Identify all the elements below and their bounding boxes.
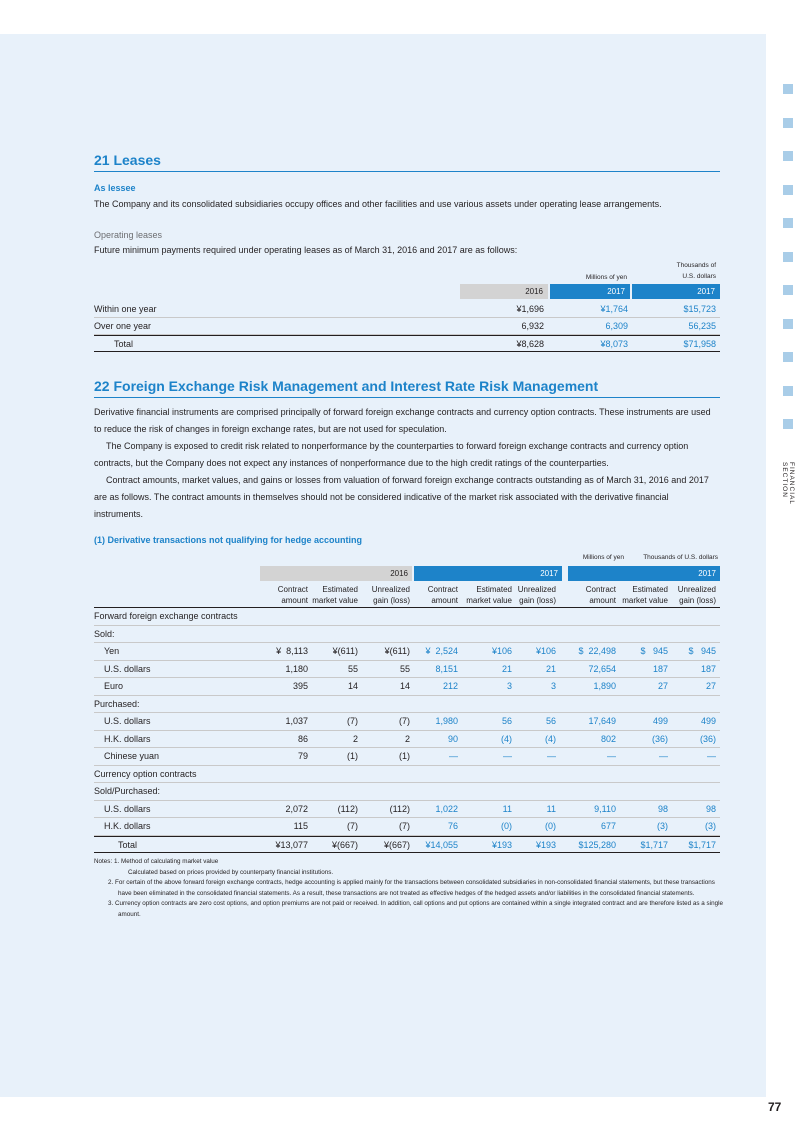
row-label: U.S. dollars [104, 803, 151, 814]
row-value: 3 [550, 681, 556, 691]
row-value: (4) [545, 733, 556, 744]
row-value: 11 [502, 803, 512, 814]
table-row [94, 731, 720, 749]
row-label: H.K. dollars [104, 821, 151, 831]
row-value: (3) [657, 821, 668, 831]
row-value: 677 [600, 821, 616, 831]
table-row [94, 661, 720, 679]
unit-yen: Millions of yen [585, 274, 627, 281]
operating-leases-text: Future minimum payments required under operating leases as of March 31, 2016 and 2017 are as follows: [94, 245, 518, 255]
row-value: ¥ 2,524 [425, 646, 458, 656]
row-value: 21 [545, 663, 556, 674]
row-label: Sold/Purchased: [94, 786, 161, 796]
table-row [94, 818, 720, 836]
note-3: 3. Currency option contracts are zero cost options, and option premiums are not paid or received. In addition, call options and put options are contained within a single integrated contract and are therefore listed as a single amount. [108, 900, 724, 918]
row-value: — [503, 751, 512, 761]
row-label: Sold: [94, 628, 115, 639]
row-value: — [607, 751, 616, 761]
row-value: 9,110 [594, 803, 616, 814]
row-label: Currency option contracts [94, 768, 197, 779]
notes [94, 857, 724, 920]
row-value: 2,072 [285, 803, 308, 814]
operating-leases-heading: Operating leases [94, 230, 163, 240]
col-contract-amount-2017: Contract amount [427, 585, 458, 605]
row-value: 27 [705, 681, 716, 691]
row-value: 98 [705, 803, 716, 814]
deco-square [783, 151, 793, 161]
side-section-label: FINANCIAL SECTION [781, 462, 795, 505]
year-2017-usd-header: 2017 [568, 566, 720, 581]
derivatives-subheading: (1) Derivative transactions not qualifying for hedge accounting [94, 535, 363, 545]
year-2016-header: 2016 [260, 566, 412, 581]
row-value: ¥106 [491, 646, 512, 656]
row-value: (36) [699, 733, 716, 744]
deco-square [783, 252, 793, 262]
row-value: 55 [399, 663, 410, 674]
row-value: 21 [501, 663, 512, 674]
row-value: (1) [399, 751, 410, 761]
col-market-value-2017: Estimated market value [466, 585, 512, 605]
row-value: (36) [651, 733, 668, 744]
row-label: Yen [104, 646, 120, 656]
row-value: $ 945 [688, 646, 716, 656]
row-value: — [547, 751, 556, 761]
table-row [94, 766, 720, 784]
row-value: ¥(611) [332, 646, 358, 656]
row-label: U.S. dollars [104, 663, 151, 674]
row-value: 90 [447, 733, 458, 744]
row-value: 27 [657, 681, 668, 691]
row-value: (1) [347, 751, 358, 761]
row-value: (0) [501, 821, 512, 831]
row-value: 1,180 [285, 663, 308, 674]
row-value: 72,654 [588, 663, 616, 674]
row-value: ¥(667) [383, 839, 410, 850]
table-row: Over one year 6,932 6,309 56,235 [94, 318, 720, 335]
row-value: 56 [501, 716, 512, 726]
col-market-value-2016: Estimated market value [312, 585, 358, 605]
row-value: $1,717 [640, 839, 668, 850]
deco-square [783, 84, 793, 94]
row-value: $ 22,498 [578, 646, 616, 656]
lessee-heading: As lessee [94, 183, 136, 193]
row-label: Purchased: [94, 698, 140, 709]
deco-square [783, 218, 793, 228]
row-label: Chinese yuan [104, 751, 160, 761]
table-row-total [94, 836, 720, 854]
row-value: 499 [700, 716, 716, 726]
row-value: 79 [297, 751, 308, 761]
row-value: — [707, 751, 716, 761]
row-value: 1,890 [593, 681, 616, 691]
row-value: 98 [657, 803, 668, 814]
side-squares [783, 84, 793, 453]
note-1-title: Notes: 1. Method of calculating market value [94, 858, 219, 865]
row-value: (4) [501, 733, 512, 744]
row-value: (112) [389, 803, 410, 814]
unit-usd-line2: U.S. dollars [682, 273, 716, 280]
table-row [94, 713, 720, 731]
row-value: (112) [337, 803, 358, 814]
table-row [94, 783, 720, 801]
row-value: 2 [352, 733, 358, 744]
lessee-text: The Company and its consolidated subsidiaries occupy offices and other facilities and use various assets under operating lease arrangements. [94, 199, 662, 209]
section-21-title: 21 Leases [94, 152, 720, 172]
row-value: 1,980 [435, 716, 458, 726]
year-2017-usd-header: 2017 [632, 284, 720, 299]
col-gain-loss-usd: Unrealized gain (loss) [677, 585, 716, 605]
note-1-text: Calculated based on prices provided by counterparty financial institutions. [128, 868, 334, 876]
row-value: 14 [347, 681, 358, 691]
row-value: 1,022 [435, 803, 458, 814]
row-value: (7) [399, 716, 410, 726]
section-22-title: 22 Foreign Exchange Risk Management and Interest Rate Risk Management [94, 378, 720, 398]
row-value: (7) [399, 821, 410, 831]
row-value: ¥193 [491, 839, 512, 850]
year-2017-header: 2017 [414, 566, 562, 581]
table-row [94, 696, 720, 714]
deco-square [783, 386, 793, 396]
table-row [94, 678, 720, 696]
row-value: (7) [347, 821, 358, 831]
row-label: Forward foreign exchange contracts [94, 611, 238, 621]
row-value: 76 [447, 821, 458, 831]
row-label: U.S. dollars [104, 716, 151, 726]
row-value: ¥ 8,113 [276, 646, 308, 656]
row-value: 212 [442, 681, 458, 691]
table-row [94, 626, 720, 644]
row-value: 499 [652, 716, 668, 726]
row-value: 115 [293, 821, 308, 831]
row-value: $1,717 [688, 839, 716, 850]
row-value: 55 [347, 663, 358, 674]
row-value: (3) [705, 821, 716, 831]
table-row [94, 801, 720, 819]
table-row: Within one year ¥1,696 ¥1,764 $15,723 [94, 301, 720, 318]
deco-square [783, 118, 793, 128]
row-value: 1,037 [285, 716, 308, 726]
row-value: — [659, 751, 668, 761]
fx-paragraph-1: Derivative financial instruments are comprised principally of forward foreign exchange contracts and currency option contracts. These instruments are used to reduce the risk of changes in foreign exchange rates, but are not used for speculation. [94, 407, 711, 434]
year-2016-header: 2016 [460, 284, 548, 299]
row-value: 802 [600, 733, 616, 744]
row-value: ¥13,077 [275, 839, 308, 850]
table-row [94, 748, 720, 766]
fx-paragraph-3: Contract amounts, market values, and gains or losses from valuation of forward foreign exchange contracts outstanding as of March 31, 2016 and 2017 are as follows. The contract amounts in themselves should not be considered indicative of the market risk associated with the derivative financial instruments. [94, 475, 709, 519]
col-contract-amount-usd: Contract amount [585, 585, 616, 605]
col-contract-amount-2016: Contract amount [277, 585, 308, 605]
deco-square [783, 352, 793, 362]
row-value: ¥(611) [384, 646, 410, 656]
row-value: 11 [546, 803, 556, 814]
unit-yen: Millions of yen [582, 554, 624, 561]
row-value: (0) [545, 821, 556, 831]
deco-square [783, 419, 793, 429]
col-gain-loss-2017: Unrealized gain (loss) [517, 585, 556, 605]
deco-square [783, 285, 793, 295]
row-value: 86 [297, 733, 308, 744]
col-gain-loss-2016: Unrealized gain (loss) [371, 585, 410, 605]
deco-square [783, 185, 793, 195]
row-value: ¥106 [535, 646, 556, 656]
row-value: 187 [652, 663, 668, 674]
row-value: 56 [545, 716, 556, 726]
row-value: 2 [404, 733, 410, 744]
row-value: ¥(667) [331, 839, 358, 850]
table-row [94, 643, 720, 661]
row-label: H.K. dollars [104, 733, 151, 744]
fx-paragraph-2: The Company is exposed to credit risk related to nonperformance by the counterparties to forward foreign exchange contracts and currency option contracts, but the Company does not expect any instances of nonperformance due to the high credit ratings of the counterparties. [94, 441, 689, 468]
unit-usd-line1: Thousands of [676, 262, 716, 269]
row-value: 3 [506, 681, 512, 691]
deco-square [783, 319, 793, 329]
row-value: 187 [700, 663, 716, 674]
row-value: (7) [347, 716, 358, 726]
table-row-total: Total ¥8,628 ¥8,073 $71,958 [94, 335, 720, 352]
row-value: 8,151 [435, 663, 458, 674]
row-value: 14 [399, 681, 410, 691]
row-value: ¥193 [535, 839, 556, 850]
note-2: 2. For certain of the above forward foreign exchange contracts, hedge accounting is applied mainly for the transactions between consolidated subsidiaries in non-consolidated financial statements, but these transactions have been eliminated in the consolidated financial statements. As a result, these transactions are not treated as effective hedges of the hedged assets and/or liabilities in the consolidated financial statements. [108, 879, 715, 897]
row-label: Euro [104, 681, 124, 691]
row-value: $ 945 [640, 646, 668, 656]
table-row [94, 608, 720, 626]
col-market-value-usd: Estimated market value [622, 585, 668, 605]
row-value: 17,649 [588, 716, 616, 726]
row-value: — [449, 751, 458, 761]
row-value: ¥14,055 [425, 839, 458, 850]
page-number: 77 [768, 1100, 782, 1114]
unit-usd: Thousands of U.S. dollars [643, 554, 718, 561]
year-2017-header: 2017 [550, 284, 630, 299]
row-value: 395 [292, 681, 308, 691]
row-value: $125,280 [578, 839, 616, 850]
row-label: Total [118, 839, 138, 850]
